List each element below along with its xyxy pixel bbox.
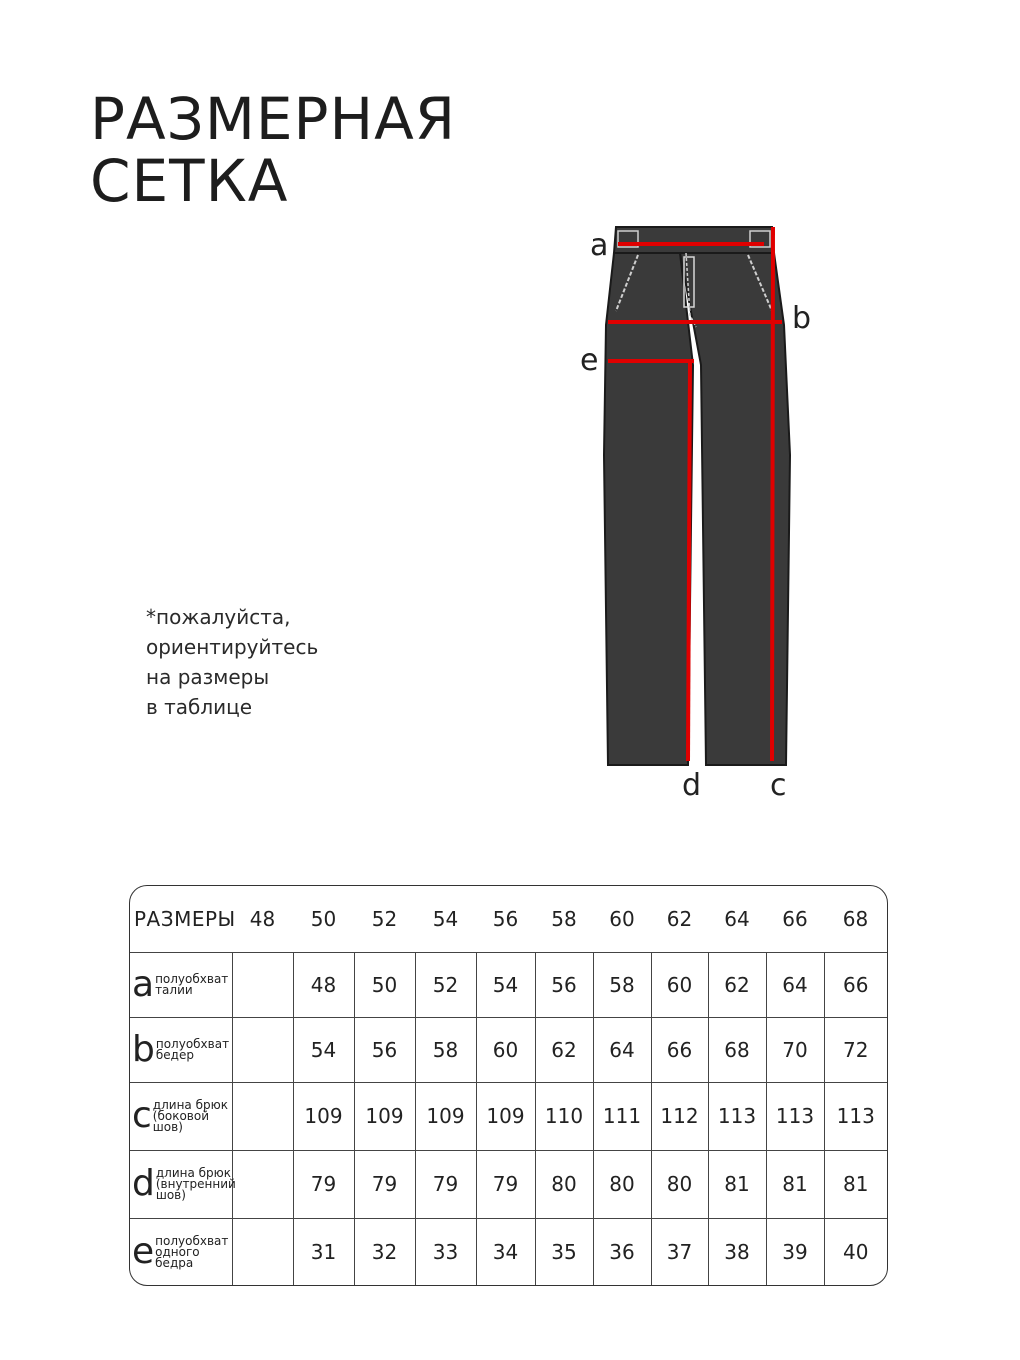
measure-label-d: d (682, 768, 702, 803)
table-cell (232, 1218, 293, 1286)
table-cell: 48 (293, 952, 354, 1017)
table-cell: 81 (824, 1150, 887, 1218)
table-cell: 38 (708, 1218, 766, 1286)
row-label-d (130, 1150, 236, 1218)
table-cell: 70 (766, 1017, 824, 1082)
table-row-b (130, 1017, 887, 1082)
table-cell: 34 (476, 1218, 535, 1286)
table-cell: 56 (354, 1017, 415, 1082)
table-cell: 79 (293, 1150, 354, 1218)
row-label-a (130, 952, 232, 1017)
row-label-c (130, 1082, 232, 1150)
table-row-c (130, 1082, 887, 1150)
table-cell: 60 (651, 952, 708, 1017)
size-header-cell: 56 (492, 906, 519, 931)
table-cell (232, 952, 293, 1017)
table-cell: 72 (824, 1017, 887, 1082)
table-cell: 113 (766, 1082, 824, 1150)
table-cell: 52 (415, 952, 476, 1017)
note-line-2: ориентируйтесь (146, 635, 319, 659)
pants-diagram (550, 185, 850, 805)
page-title (90, 85, 457, 215)
note-line-4: в таблице (146, 695, 253, 719)
size-header-cell: 50 (310, 906, 337, 931)
title-line-1: РАЗМЕРНАЯ (90, 85, 457, 153)
table-cell: 31 (293, 1218, 354, 1286)
table-cell: 66 (824, 952, 887, 1017)
table-cell: 58 (593, 952, 651, 1017)
measure-label-c: c (770, 768, 787, 803)
size-header-row (130, 886, 887, 952)
table-cell: 66 (651, 1017, 708, 1082)
size-header-cell: 58 (551, 906, 577, 931)
table-cell: 109 (354, 1082, 415, 1150)
table-cell: 40 (824, 1218, 887, 1286)
table-row-d (130, 1150, 887, 1218)
size-header-cell: 52 (371, 906, 398, 931)
row-letter: d (132, 1163, 155, 1204)
row-description: полуобхват бедер (155, 1036, 230, 1062)
table-cell: 62 (708, 952, 766, 1017)
table-cell: 54 (476, 952, 535, 1017)
row-description: полуобхват одного бедра (155, 1233, 229, 1270)
table-row-a (130, 952, 887, 1017)
table-cell (232, 1150, 293, 1218)
row-letter: b (132, 1028, 155, 1070)
table-cell: 79 (415, 1150, 476, 1218)
table-row-e (130, 1218, 887, 1286)
measure-label-a: a (590, 228, 609, 263)
table-cell: 56 (535, 952, 593, 1017)
table-cell: 64 (766, 952, 824, 1017)
table-cell: 36 (593, 1218, 651, 1286)
table-cell: 79 (354, 1150, 415, 1218)
size-header-cell: 68 (842, 906, 869, 931)
size-header-cell: 54 (432, 906, 459, 931)
table-cell: 109 (415, 1082, 476, 1150)
table-cell: 109 (293, 1082, 354, 1150)
row-description: полуобхват талии (155, 971, 229, 997)
size-header-label: РАЗМЕРЫ (134, 906, 236, 931)
table-cell (232, 1082, 293, 1150)
row-letter: c (132, 1095, 152, 1136)
size-header-cell: 48 (249, 906, 276, 931)
table-cell: 33 (415, 1218, 476, 1286)
table-cell: 113 (824, 1082, 887, 1150)
note-line-1: *пожалуйста, (146, 605, 291, 629)
table-cell: 111 (593, 1082, 651, 1150)
table-cell: 32 (354, 1218, 415, 1286)
table-cell: 68 (708, 1017, 766, 1082)
size-header-cell: 66 (782, 906, 808, 931)
table-cell: 58 (415, 1017, 476, 1082)
measure-c-line (772, 227, 773, 761)
table-cell: 109 (476, 1082, 535, 1150)
table-cell: 54 (293, 1017, 354, 1082)
table-cell (232, 1017, 293, 1082)
left-leg (604, 253, 693, 765)
table-cell: 80 (651, 1150, 708, 1218)
table-cell: 81 (708, 1150, 766, 1218)
table-cell: 60 (476, 1017, 535, 1082)
size-header-cell: 60 (609, 906, 635, 931)
table-cell: 80 (535, 1150, 593, 1218)
table-cell: 37 (651, 1218, 708, 1286)
row-label-b (130, 1017, 232, 1082)
table-cell: 64 (593, 1017, 651, 1082)
table-cell: 112 (651, 1082, 708, 1150)
table-cell: 80 (593, 1150, 651, 1218)
table-cell: 50 (354, 952, 415, 1017)
table-cell: 39 (766, 1218, 824, 1286)
table-cell: 35 (535, 1218, 593, 1286)
measure-d-line (688, 361, 690, 761)
size-header-cell: 64 (724, 906, 750, 931)
table-cell: 110 (535, 1082, 593, 1150)
measure-label-e: e (580, 343, 599, 378)
table-cell: 113 (708, 1082, 766, 1150)
note-line-3: на размеры (146, 665, 270, 689)
table-cell: 62 (535, 1017, 593, 1082)
row-letter: a (132, 963, 155, 1005)
size-table (129, 885, 888, 1286)
size-note (146, 602, 318, 722)
pants-sketch (550, 185, 850, 805)
row-letter: e (132, 1231, 155, 1273)
measure-label-b: b (792, 301, 812, 336)
size-header-cell: 62 (666, 906, 693, 931)
row-description: длина брюк (боковой шов) (152, 1097, 228, 1134)
title-line-2: СЕТКА (90, 147, 289, 215)
table-cell: 81 (766, 1150, 824, 1218)
row-label-e (130, 1218, 232, 1286)
row-description: длина брюк (внутренний шов) (155, 1165, 236, 1202)
table-cell: 79 (476, 1150, 535, 1218)
